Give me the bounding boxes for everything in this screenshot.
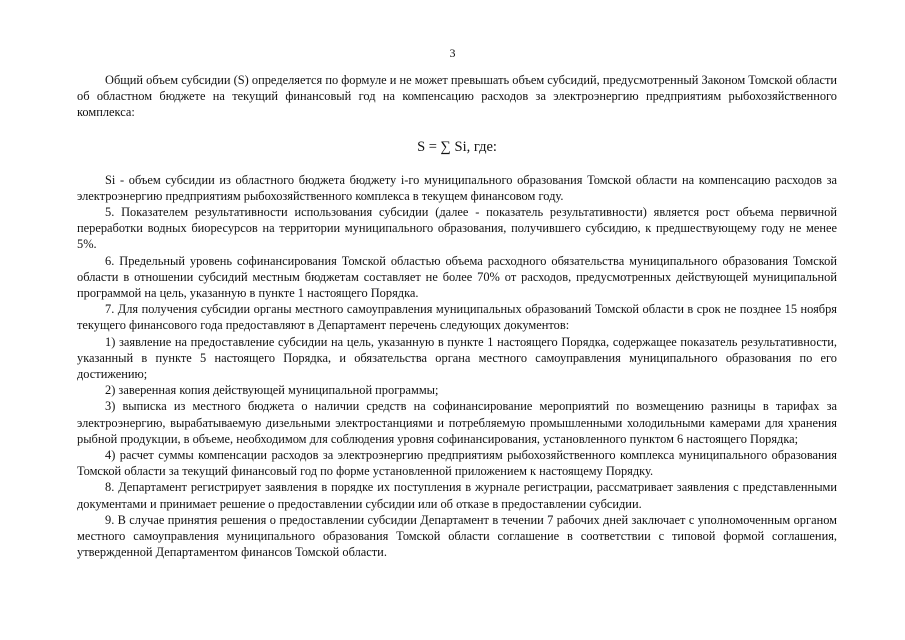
formula: S = ∑ Si, где: xyxy=(417,138,497,155)
list-item-4: 4) расчет суммы компенсации расходов за электроэнергию предприятиям рыбохозяйственного комплекса муниципального образования Томской области за текущий финансовый год по форме установленной приложением к настоящему Порядку. xyxy=(77,448,837,479)
paragraph-item-9: 9. В случае принятия решения о предоставлении субсидии Департамент в течении 7 рабочих дней заключает с уполномоченным органом местного самоуправления муниципального образования Томской области соглашение в соответствии с типовой формой соглашения, утвержденной Департаментом финансов Томской области. xyxy=(77,512,837,560)
list-item-1: 1) заявление на предоставление субсидии на цель, указанную в пункте 1 настоящего Порядка, содержащее показатель результативности, указанный в пункте 5 настоящего Порядка, и обязательства органа местного самоуправления муниципального образования по его достижению; xyxy=(77,334,837,382)
paragraph-item-8: 8. Департамент регистрирует заявления в порядке их поступления в журнале регистрации, рассматривает заявления с представленными документами и принимает решение о предоставлении субсидии или об отказе в предоставлении субсидии. xyxy=(77,480,837,511)
list-item-3: 3) выписка из местного бюджета о наличии средств на софинансирование мероприятий по возмещению разницы в тарифах за электроэнергию, вырабатываемую дизельными электростанциями и потребляемую промышленными холодильными камерами для хранения рыбной продукции, в объеме, необходимом для соблюдения уровня софинансирования, установленного пунктом 6 настоящего Порядка; xyxy=(77,399,837,446)
page-number: 3 xyxy=(449,46,456,60)
document-body xyxy=(77,72,837,560)
paragraph-item-5: 5. Показателем результативности использования субсидии (далее - показатель результативности) является рост объема первичной переработки водных биоресурсов на территории муниципального образования, получившего субсидию, к предшествующему году не менее 5%. xyxy=(77,205,837,252)
paragraph-item-6: 6. Предельный уровень софинансирования Томской областью объема расходного обязательства муниципального образования Томской области в отношении субсидий местным бюджетам составляет не более 70% от расходов, предусмотренных действующей муниципальной программой на цель, указанную в пункте 1 настоящего Порядка. xyxy=(77,253,837,301)
paragraph-si-definition: Si - объем субсидии из областного бюджета бюджету i-го муниципального образования Томской области на компенсацию расходов за электроэнергию предприятиям рыбохозяйственного комплекса в текущем финансовом году. xyxy=(77,172,837,203)
paragraph-item-7: 7. Для получения субсидии органы местного самоуправления муниципальных образований Томской области в срок не позднее 15 ноября текущего финансового года предоставляют в Департамент перечень следующих документов: xyxy=(77,302,837,333)
list-item-2: 2) заверенная копия действующей муниципальной программы; xyxy=(105,383,439,398)
paragraph-total-subsidy: Общий объем субсидии (S) определяется по формуле и не может превышать объем субсидий, предусмотренный Законом Томской области об областном бюджете на текущий финансовый год на компенсацию расходов за электроэнергию предприятиям рыбохозяйственного комплекса: xyxy=(77,73,837,120)
